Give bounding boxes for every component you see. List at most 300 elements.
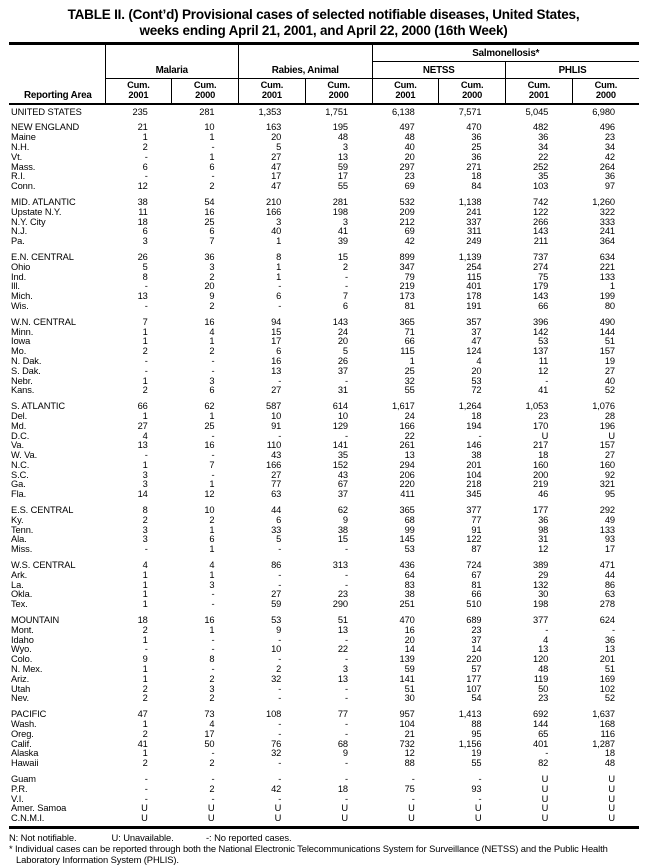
value-cell-1: - [211,589,215,600]
value-cell-4: 69 [404,181,415,192]
value-cell-7: 1,637 [592,709,615,720]
reporting-area-cell: E.S. CENTRAL [11,505,74,516]
value-cell-7: 27 [604,365,615,376]
value-cell-1: 2 [209,300,215,311]
value-cell-2: 27 [271,589,282,600]
value-cell-2: 32 [271,673,282,684]
value-cell-0: 2 [142,758,148,769]
value-cell-4: 88 [404,758,415,769]
reporting-area-cell: S. ATLANTIC [11,401,66,412]
value-cell-7: 157 [599,346,615,357]
reporting-area-cell: Ala. [11,534,27,545]
value-cell-3: 39 [337,236,348,247]
value-cell-0: 1 [142,569,148,580]
value-cell-3: 13 [337,673,348,684]
value-cell-7: 80 [604,300,615,311]
value-cell-6: 143 [533,226,549,237]
value-cell-1: 6 [209,534,215,545]
value-cell-4: - [411,774,415,784]
value-cell-2: - [278,300,282,311]
value-cell-6: 29 [538,569,549,580]
value-cell-2: 110 [266,440,282,451]
value-cell-1: - [211,355,215,366]
value-cell-0: - [144,783,148,794]
reporting-area-cell: Mont. [11,624,34,635]
reporting-area-cell: Nev. [11,693,30,704]
value-cell-0: 3 [142,479,148,490]
value-cell-0: - [144,450,148,461]
value-cell-0: 26 [137,251,148,262]
reporting-area-cell: Iowa [11,336,31,347]
value-cell-4: 32 [404,375,415,386]
value-cell-0: 4 [142,560,148,571]
value-cell-6: 200 [533,469,549,480]
value-cell-1: 1 [209,544,215,555]
value-cell-7: 241 [599,226,615,237]
value-cell-3: 55 [337,181,348,192]
value-cell-0: 1 [142,579,148,590]
value-cell-7: 40 [604,375,615,386]
value-cell-6: U [541,774,549,784]
value-cell-6: 18 [538,450,549,461]
value-cell-6: 482 [533,122,549,133]
value-cell-2: 6 [276,291,282,302]
value-cell-7: 28 [604,410,615,421]
value-cell-0: 9 [142,654,148,665]
value-cell-4: 206 [399,469,415,480]
value-cell-0: 18 [137,216,148,227]
value-cell-3: - [345,683,348,694]
reporting-area-cell: Alaska [11,748,39,759]
value-cell-5: 191 [466,300,482,311]
value-cell-2: 91 [271,420,282,431]
value-cell-2: 20 [271,132,282,143]
notifiable-diseases-table [9,42,639,829]
value-cell-5: 178 [466,291,482,302]
value-cell-5: U [474,813,482,824]
value-cell-3: - [345,758,348,769]
value-cell-3: - [345,375,348,386]
value-cell-2: 47 [271,181,282,192]
table-row [9,814,639,827]
reporting-area-cell: S. Dak. [11,365,41,376]
value-cell-3: 9 [342,748,348,759]
value-cell-2: - [278,774,282,784]
value-cell-2: - [278,693,282,704]
value-cell-1: - [211,634,215,645]
value-cell-6: U [541,813,549,824]
column-header-reporting-area: Reporting Area [9,44,105,104]
value-cell-6: 1,053 [525,401,549,412]
value-cell-2: 76 [271,738,282,749]
value-cell-1: 2 [209,758,215,769]
value-cell-7: 471 [599,560,615,571]
value-cell-4: 173 [399,291,415,302]
reporting-area-cell: Wyo. [11,644,32,655]
reporting-area-cell: E.N. CENTRAL [11,251,74,262]
value-cell-7: 333 [599,216,615,227]
value-cell-3: - [345,281,348,292]
value-cell-4: 209 [399,206,415,217]
value-cell-2: 2 [276,664,282,675]
asterisk-footnote: * Individual cases can be reported through both the National Electronic Telecommunications System for Surveillance (NETSS) and the Public Health Laboratory Information System (PHLIS). [9,842,608,865]
value-cell-4: 23 [404,171,415,182]
value-cell-3: 6 [342,300,348,311]
value-cell-2: - [278,719,282,730]
value-cell-7: 1 [609,281,615,292]
value-cell-3: 18 [337,783,348,794]
value-cell-4: 104 [399,719,415,730]
reporting-area-cell: Mich. [11,291,33,302]
table-row [9,182,639,192]
reporting-area-cell: Kans. [11,385,35,396]
table-row [9,237,639,247]
value-cell-6: 30 [538,589,549,600]
table-row [9,555,639,571]
value-cell-2: 108 [266,709,282,720]
reporting-area-cell: Fla. [11,489,27,500]
value-cell-6: 143 [533,291,549,302]
value-cell-0: 1 [142,375,148,386]
value-cell-7: 6,980 [592,106,615,117]
value-cell-6: 82 [538,758,549,769]
value-cell-4: 40 [404,141,415,152]
value-cell-3: - [345,544,348,555]
value-cell-5: 177 [466,673,482,684]
value-cell-1: 9 [209,291,215,302]
value-cell-7: 168 [599,719,615,730]
reporting-area-cell: Ga. [11,479,26,490]
value-cell-7: 13 [604,644,615,655]
table-row [9,117,639,133]
column-header-cum-0: Cum. 2001 [105,79,172,104]
value-cell-5: 271 [466,161,482,172]
value-cell-0: 1 [142,459,148,470]
value-cell-3: 614 [332,401,348,412]
value-cell-3: - [345,654,348,665]
reporting-area-cell: Tenn. [11,524,34,535]
value-cell-0: - [144,281,148,292]
value-cell-1: 1 [209,569,215,580]
value-cell-1: 10 [204,122,215,133]
value-cell-4: 294 [399,459,415,470]
table-row [9,386,639,396]
value-cell-5: 220 [466,654,482,665]
value-cell-1: 54 [204,196,215,207]
value-cell-5: 37 [471,634,482,645]
value-cell-0: 3 [142,469,148,480]
value-cell-0: 3 [142,534,148,545]
value-cell-7: 63 [604,589,615,600]
column-header-cum-6: Cum. 2001 [506,79,573,104]
reporting-area-cell: S.C. [11,469,29,480]
value-cell-3: 7 [342,291,348,302]
value-cell-4: 347 [399,261,415,272]
value-cell-3: 38 [337,524,348,535]
value-cell-5: 1,139 [458,251,482,262]
value-cell-0: 41 [137,738,148,749]
column-header-cum-3: Cum. 2000 [305,79,372,104]
legend-line [9,832,641,843]
value-cell-3: 35 [337,450,348,461]
value-cell-7: 364 [599,236,615,247]
reporting-area-cell: Wash. [11,719,37,730]
value-cell-4: - [411,793,415,804]
table-body [9,104,639,828]
value-cell-2: 13 [271,365,282,376]
value-cell-3: 141 [332,440,348,451]
value-cell-6: 137 [533,346,549,357]
value-cell-1: - [211,599,215,610]
value-cell-5: - [478,774,482,784]
value-cell-7: 1,260 [592,196,615,207]
value-cell-3: 15 [337,534,348,545]
value-cell-3: 24 [337,326,348,337]
value-cell-7: U [608,774,615,784]
value-cell-4: 365 [399,316,415,327]
value-cell-0: - [144,793,148,804]
value-cell-6: 23 [538,410,549,421]
value-cell-6: 103 [533,181,549,192]
value-cell-2: 44 [271,505,282,516]
value-cell-2: 27 [271,385,282,396]
value-cell-0: 4 [142,430,148,441]
value-cell-1: 7 [209,459,215,470]
value-cell-2: - [278,430,282,441]
value-cell-5: 18 [471,410,482,421]
value-cell-4: 22 [404,430,415,441]
value-cell-7: 133 [599,271,615,282]
value-cell-2: 27 [271,469,282,480]
value-cell-1: 16 [204,316,215,327]
value-cell-0: 1 [142,673,148,684]
value-cell-2: 8 [276,251,282,262]
value-cell-1: 17 [204,728,215,739]
value-cell-4: 51 [404,683,415,694]
value-cell-0: 3 [142,524,148,535]
value-cell-5: 122 [466,534,482,545]
value-cell-0: 1 [142,634,148,645]
value-cell-0: 38 [137,196,148,207]
value-cell-4: 30 [404,693,415,704]
value-cell-1: 12 [204,489,215,500]
value-cell-2: 42 [271,783,282,794]
value-cell-5: 146 [466,440,482,451]
value-cell-7: 102 [599,683,615,694]
value-cell-2: 63 [271,489,282,500]
column-header-cum-4: Cum. 2001 [372,79,439,104]
value-cell-5: 724 [466,560,482,571]
value-cell-7: 36 [604,634,615,645]
value-cell-7: 42 [604,151,615,162]
reporting-area-cell: Mo. [11,346,27,357]
reporting-area-cell: N.H. [11,141,30,152]
value-cell-7: 51 [604,664,615,675]
value-cell-1: - [211,141,215,152]
value-cell-7: U [608,813,615,824]
value-cell-2: - [278,728,282,739]
value-cell-2: 16 [271,355,282,366]
value-cell-0: - [144,300,148,311]
value-cell-3: 129 [332,420,348,431]
value-cell-1: - [211,469,215,480]
value-cell-3: 43 [337,469,348,480]
value-cell-6: 274 [533,261,549,272]
value-cell-1: 3 [209,261,215,272]
reporting-area-cell: Del. [11,410,28,421]
value-cell-0: 1 [142,410,148,421]
value-cell-3: 22 [337,644,348,655]
value-cell-3: 15 [337,251,348,262]
value-cell-4: 79 [404,271,415,282]
value-cell-0: - [144,355,148,366]
value-cell-1: 4 [209,326,215,337]
table-row [9,192,639,208]
value-cell-6: 31 [538,534,549,545]
value-cell-3: 17 [337,171,348,182]
value-cell-7: 490 [599,316,615,327]
value-cell-2: 163 [266,122,282,133]
value-cell-1: 1 [209,524,215,535]
value-cell-4: 212 [399,216,415,227]
value-cell-0: 47 [137,709,148,720]
value-cell-7: 322 [599,206,615,217]
value-cell-6: 46 [538,489,549,500]
value-cell-6: 266 [533,216,549,227]
value-cell-2: - [278,793,282,804]
reporting-area-cell: N. Mex. [11,664,43,675]
value-cell-6: 119 [533,673,549,684]
value-cell-2: 166 [266,459,282,470]
value-cell-0: 12 [137,181,148,192]
column-header-cum-7: Cum. 2000 [572,79,639,104]
value-cell-2: 10 [271,644,282,655]
value-cell-0: 2 [142,141,148,152]
value-cell-5: 38 [471,450,482,461]
value-cell-2: 17 [271,171,282,182]
value-cell-7: 52 [604,693,615,704]
value-cell-4: 436 [399,560,415,571]
value-cell-7: 624 [599,615,615,626]
table-row [9,490,639,500]
value-cell-4: 115 [400,346,415,357]
value-cell-1: 2 [209,271,215,282]
reporting-area-cell: Okla. [11,589,33,600]
value-cell-0: 6 [142,161,148,172]
value-cell-1: - [211,644,215,655]
value-cell-4: 81 [404,300,415,311]
value-cell-1: 281 [199,106,215,117]
reporting-area-cell: Ohio [11,261,31,272]
value-cell-7: 49 [604,514,615,525]
reporting-area-cell: Utah [11,683,31,694]
value-cell-5: 401 [466,281,482,292]
table-row [9,704,639,720]
value-cell-4: 12 [404,748,415,759]
value-cell-3: 48 [337,132,348,143]
value-cell-1: 6 [209,385,215,396]
reporting-area-cell: Upstate N.Y. [11,206,62,217]
value-cell-1: - [211,748,215,759]
value-cell-0: 2 [142,683,148,694]
table-row [9,759,639,769]
reporting-area-cell: N.J. [11,226,28,237]
value-cell-5: 95 [471,728,482,739]
value-cell-1: 1 [209,151,215,162]
value-cell-1: 2 [209,693,215,704]
table-row [9,500,639,516]
value-cell-0: - [144,774,148,784]
value-cell-4: 6,138 [391,106,415,117]
value-cell-4: 957 [399,709,415,720]
value-cell-3: - [345,430,348,441]
value-cell-2: 53 [271,615,282,626]
value-cell-1: 6 [209,226,215,237]
value-cell-5: 57 [471,664,482,675]
value-cell-5: 54 [471,693,482,704]
value-cell-6: 132 [533,579,549,590]
value-cell-0: 66 [137,401,148,412]
value-cell-3: 152 [332,459,348,470]
column-group-malaria: Malaria [105,44,239,79]
value-cell-4: 64 [404,569,415,580]
value-cell-7: U [608,793,615,804]
value-cell-4: U [408,813,415,824]
value-cell-2: 166 [266,206,282,217]
value-cell-1: 1 [209,410,215,421]
value-cell-0: 1 [142,719,148,730]
value-cell-5: 7,571 [458,106,482,117]
column-header-cum-1: Cum. 2000 [172,79,239,104]
value-cell-4: 1 [409,355,415,366]
reporting-area-cell: UNITED STATES [11,106,82,117]
value-cell-1: - [211,664,215,675]
value-cell-7: 51 [604,336,615,347]
value-cell-0: 7 [142,316,148,327]
table-header [9,44,639,104]
value-cell-5: 36 [471,132,482,143]
value-cell-6: 13 [538,644,549,655]
reporting-area-cell: Ark. [11,569,28,580]
value-cell-0: 2 [142,624,148,635]
value-cell-4: 24 [404,410,415,421]
value-cell-0: 1 [142,336,148,347]
value-cell-6: 144 [533,719,549,730]
reporting-area-cell: R.I. [11,171,26,182]
value-cell-2: 40 [271,226,282,237]
value-cell-1: 7 [209,236,215,247]
value-cell-7: 44 [604,569,615,580]
value-cell-7: 634 [599,251,615,262]
value-cell-4: 21 [404,728,415,739]
value-cell-5: - [478,430,482,441]
reporting-area-cell: Ill. [11,281,20,292]
document-page [0,7,647,868]
value-cell-0: 8 [142,505,148,516]
value-cell-6: 160 [533,459,549,470]
value-cell-1: - [211,774,215,784]
value-cell-1: 73 [204,709,215,720]
value-cell-7: U [608,430,615,441]
value-cell-6: 98 [538,524,549,535]
value-cell-5: U [474,803,482,814]
value-cell-4: 219 [399,281,415,292]
value-cell-0: 1 [142,748,148,759]
reporting-area-cell: NEW ENGLAND [11,122,80,133]
value-cell-5: 37 [471,326,482,337]
value-cell-5: 66 [471,589,482,600]
value-cell-6: 53 [538,336,549,347]
